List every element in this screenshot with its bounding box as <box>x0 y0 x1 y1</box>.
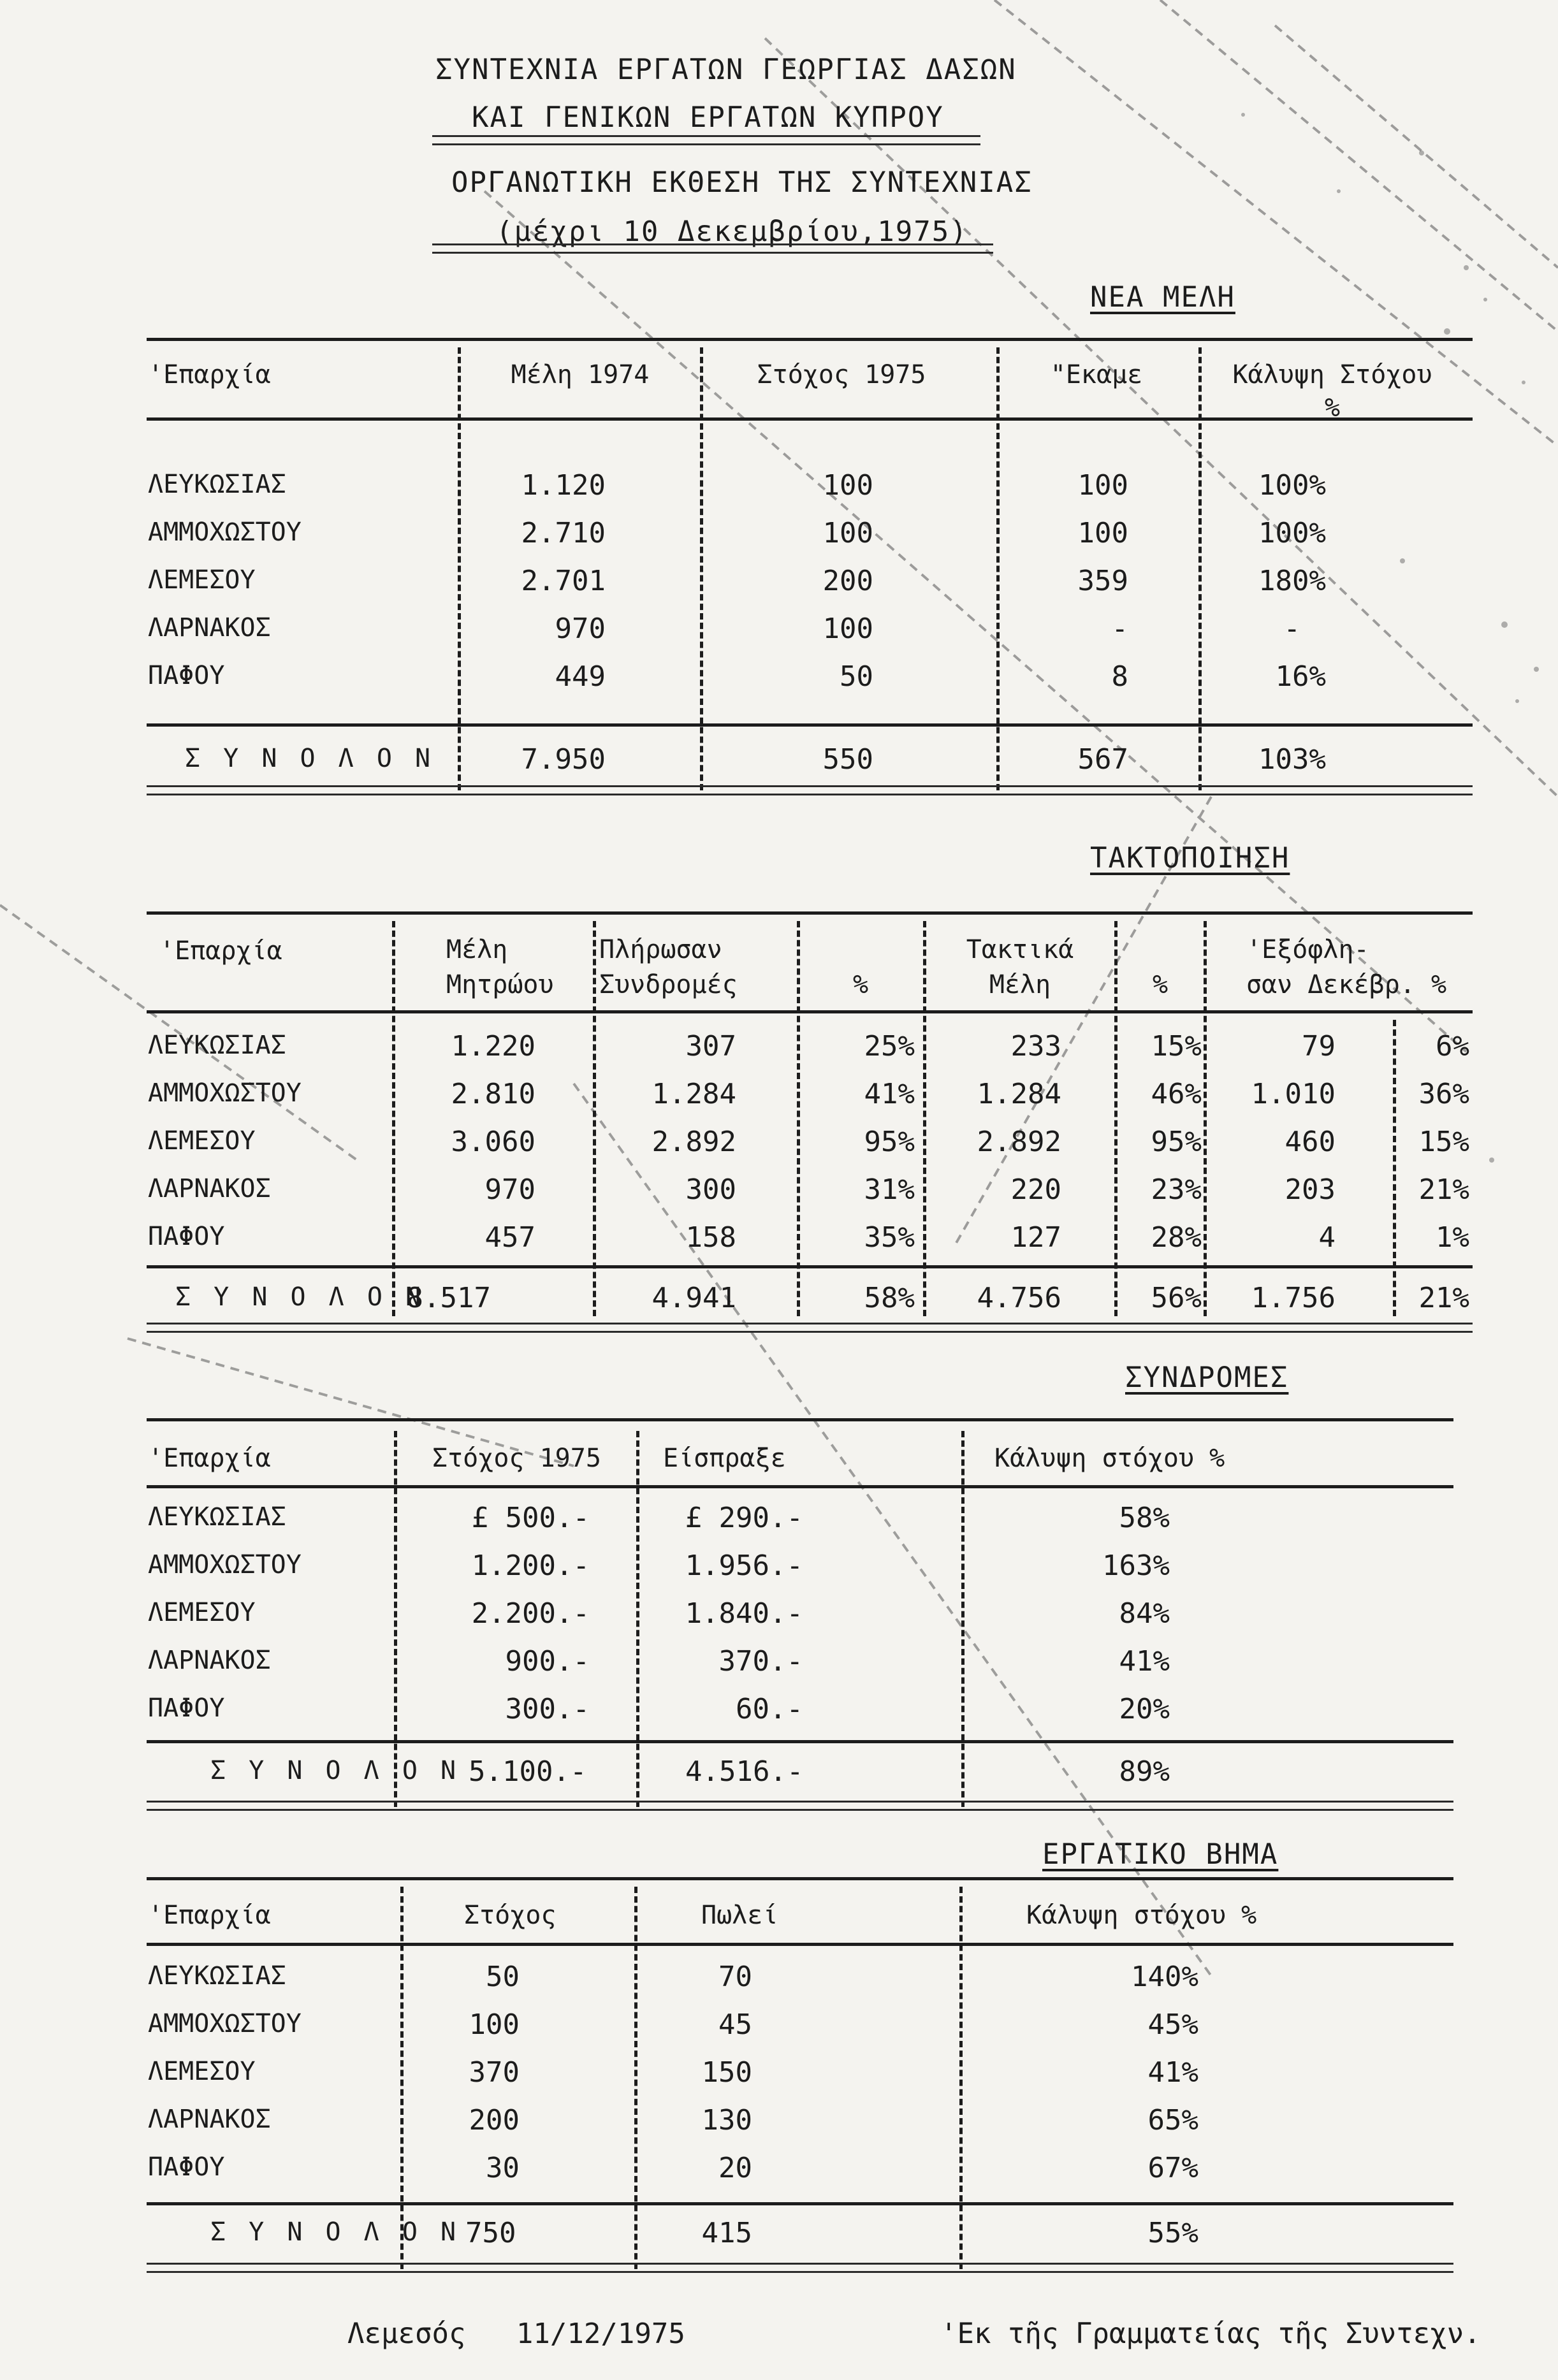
total-members-1974: 7.950 <box>521 743 606 776</box>
cell-coverage: 41% <box>1147 2056 1198 2089</box>
cell-members-1974: 449 <box>555 660 606 693</box>
col-divider <box>923 921 926 1316</box>
table-top-rule <box>147 1877 1453 1880</box>
col-header-district: 'Επαρχία <box>148 360 271 389</box>
cell-sold: 150 <box>701 2056 752 2089</box>
cell-pct: 31% <box>864 1173 915 1206</box>
cell-paid: 2.892 <box>652 1126 736 1158</box>
cell-coverage: 100% <box>1258 517 1326 549</box>
cell-paid: 307 <box>685 1030 736 1063</box>
col-header-regular-members-2: Μέλη <box>989 970 1051 999</box>
report-title: ΟΡΓΑΝΩΤΙΚΗ ΕΚΘΕΣΗ ΤΗΣ ΣΥΝΤΕΧΝΙΑΣ <box>451 166 1033 199</box>
table-top-rule <box>147 911 1473 915</box>
place-date: Λεμεσός 11/12/1975 <box>347 2318 685 2350</box>
table-header-rule <box>147 1485 1453 1488</box>
cell-coverage: 58% <box>1119 1502 1170 1534</box>
col-divider <box>593 921 596 1316</box>
cell-sold: 130 <box>701 2104 752 2137</box>
col-header-district: 'Επαρχία <box>148 1444 271 1473</box>
cell-achieved: - <box>1111 613 1128 645</box>
cell-regular: 2.892 <box>977 1126 1061 1158</box>
cell-pct: 35% <box>864 1221 915 1254</box>
district-name: ΛΑΡΝΑΚΟΣ <box>148 2105 271 2134</box>
cell-pct: 28% <box>1151 1221 1202 1254</box>
cell-members-1974: 2.710 <box>521 517 606 549</box>
total-sold: 415 <box>701 2217 752 2249</box>
cell-sold: 45 <box>718 2008 752 2041</box>
col-divider <box>1393 1020 1396 1316</box>
district-name: ΠΑΦΟΥ <box>148 661 225 690</box>
cell-registry: 3.060 <box>451 1126 535 1158</box>
district-name: ΛΕΥΚΩΣΙΑΣ <box>148 1502 286 1532</box>
cell-target: 370 <box>469 2056 520 2089</box>
cell-regular: 1.284 <box>977 1078 1061 1110</box>
district-name: ΛΕΜΕΣΟΥ <box>148 565 256 595</box>
cell-collected: 370.- <box>718 1645 803 1678</box>
cell-regular: 220 <box>1010 1173 1061 1206</box>
cell-target: 2.200.- <box>471 1597 590 1630</box>
cell-coverage: 41% <box>1119 1645 1170 1678</box>
district-name: ΛΕΜΕΣΟΥ <box>148 1126 256 1156</box>
cell-pct: 21% <box>1418 1173 1469 1206</box>
col-header-pct: % <box>852 970 869 999</box>
cell-pct: 6% <box>1436 1030 1469 1063</box>
cell-coverage: 163% <box>1102 1549 1170 1582</box>
cell-pct: 1% <box>1436 1221 1469 1254</box>
cell-achieved: 100 <box>1077 517 1128 549</box>
table-end-rule <box>147 785 1473 795</box>
col-header-target: Στόχος <box>464 1901 557 1930</box>
district-name: ΛΕΥΚΩΣΙΑΣ <box>148 1031 286 1060</box>
cell-target: 100 <box>822 613 873 645</box>
col-header-coverage-pct: % <box>1324 393 1341 423</box>
total-registry: 8.517 <box>406 1282 491 1314</box>
col-header-target-1975: Στόχος 1975 <box>757 360 926 389</box>
cell-sold: 70 <box>718 1961 752 1993</box>
cell-pct: 23% <box>1151 1173 1202 1206</box>
cell-target: 200 <box>469 2104 520 2137</box>
col-divider <box>394 1431 397 1807</box>
district-name: ΠΑΦΟΥ <box>148 1694 225 1723</box>
district-name: ΛΕΜΕΣΟΥ <box>148 1598 256 1627</box>
total-coverage: 103% <box>1258 743 1326 776</box>
table-header-rule <box>147 1010 1473 1013</box>
total-label: Σ Υ Ν Ο Λ Ο Ν <box>185 744 435 773</box>
total-label: Σ Υ Ν Ο Λ Ο Ν <box>175 1282 425 1312</box>
cell-target: 50 <box>486 1961 520 1993</box>
district-name: ΠΑΦΟΥ <box>148 2152 225 2182</box>
cell-achieved: 8 <box>1111 660 1128 693</box>
col-divider <box>961 1431 965 1807</box>
cell-sold: 20 <box>718 2152 752 2184</box>
col-header-coverage: Κάλυψη Στόχου <box>1232 360 1432 389</box>
section-title-regularisation: ΤΑΚΤΟΠΟΙΗΣΗ <box>1090 842 1290 874</box>
cell-target: 900.- <box>505 1645 590 1678</box>
cell-target: 100 <box>469 2008 520 2041</box>
col-header-pct: % <box>1152 970 1168 999</box>
col-header-achieved: "Εκαμε <box>1050 360 1143 389</box>
col-header-paid-subs: Πλήρωσαν <box>599 935 722 964</box>
section-title-new-members: ΝΕΑ ΜΕΛΗ <box>1090 281 1235 314</box>
total-settled: 1.756 <box>1251 1282 1336 1314</box>
col-header-regular-members: Τακτικά <box>966 935 1074 964</box>
col-header-registry-members-2: Μητρώου <box>446 970 554 999</box>
col-divider <box>392 921 395 1316</box>
total-coverage: 89% <box>1119 1755 1170 1788</box>
col-header-collected: Είσπραξε <box>663 1444 786 1473</box>
district-name: ΛΕΥΚΩΣΙΑΣ <box>148 470 286 499</box>
cell-target: 100 <box>822 517 873 549</box>
date-divider <box>432 243 993 254</box>
cell-registry: 970 <box>484 1173 535 1206</box>
org-name-line2: ΚΑΙ ΓΕΝΙΚΩΝ ΕΡΓΑΤΩΝ ΚΥΠΡΟΥ <box>472 101 944 134</box>
col-header-registry-members: Μέλη <box>446 935 508 964</box>
cell-target: 100 <box>822 469 873 502</box>
cell-registry: 1.220 <box>451 1030 535 1063</box>
cell-paid: 158 <box>685 1221 736 1254</box>
col-divider <box>1114 921 1118 1316</box>
cell-achieved: 100 <box>1077 469 1128 502</box>
col-header-settled: 'Εξόφλη- <box>1246 935 1369 964</box>
cell-target: 1.200.- <box>471 1549 590 1582</box>
cell-coverage: 65% <box>1147 2104 1198 2137</box>
cell-target: 50 <box>840 660 873 693</box>
cell-paid: 1.284 <box>652 1078 736 1110</box>
district-name: ΛΕΥΚΩΣΙΑΣ <box>148 1961 286 1991</box>
cell-pct: 95% <box>1151 1126 1202 1158</box>
col-header-coverage: Κάλυψη στόχου % <box>1026 1901 1257 1930</box>
table-top-rule <box>147 1418 1453 1421</box>
org-name-line1: ΣΥΝΤΕΧΝΙΑ ΕΡΓΑΤΩΝ ΓΕΩΡΓΙΑΣ ΔΑΣΩΝ <box>435 54 1017 86</box>
cell-pct: 36% <box>1418 1078 1469 1110</box>
total-coverage: 55% <box>1147 2217 1198 2249</box>
district-name: ΛΑΡΝΑΚΟΣ <box>148 1174 271 1203</box>
cell-coverage: 140% <box>1131 1961 1198 1993</box>
table-end-rule <box>147 1801 1453 1811</box>
header-divider <box>432 135 980 145</box>
col-header-sold: Πωλεί <box>701 1901 778 1930</box>
table-top-rule <box>147 338 1473 341</box>
table-total-rule <box>147 1740 1453 1743</box>
cell-target: 30 <box>486 2152 520 2184</box>
col-header-settled-2: σαν Δεκέβρ. <box>1246 970 1415 999</box>
col-header-target-1975: Στόχος 1975 <box>432 1444 601 1473</box>
cell-settled: 4 <box>1318 1221 1336 1254</box>
cell-pct: 25% <box>864 1030 915 1063</box>
total-pct: 56% <box>1151 1282 1202 1314</box>
col-divider <box>636 1431 639 1807</box>
cell-coverage: 100% <box>1258 469 1326 502</box>
cell-paid: 300 <box>685 1173 736 1206</box>
cell-collected: £ 290.- <box>685 1502 803 1534</box>
col-header-pct: % <box>1431 970 1447 999</box>
cell-coverage: 20% <box>1119 1693 1170 1725</box>
total-label: Σ Υ Ν Ο Λ Ο Ν <box>210 1756 460 1785</box>
total-pct: 58% <box>864 1282 915 1314</box>
table-end-rule <box>147 2263 1453 2273</box>
cell-coverage: 180% <box>1258 565 1326 597</box>
cell-pct: 15% <box>1418 1126 1469 1158</box>
col-header-coverage: Κάλυψη στόχου % <box>994 1444 1225 1473</box>
cell-achieved: 359 <box>1077 565 1128 597</box>
cell-settled: 203 <box>1285 1173 1336 1206</box>
cell-regular: 127 <box>1010 1221 1061 1254</box>
cell-target: 200 <box>822 565 873 597</box>
col-header-members-1974: Μέλη 1974 <box>511 360 650 389</box>
cell-collected: 60.- <box>736 1693 803 1725</box>
table-end-rule <box>147 1323 1473 1333</box>
cell-coverage: - <box>1283 613 1300 645</box>
cell-collected: 1.840.- <box>685 1597 803 1630</box>
total-target: 550 <box>822 743 873 776</box>
cell-target: 300.- <box>505 1693 590 1725</box>
cell-target: £ 500.- <box>471 1502 590 1534</box>
total-pct: 21% <box>1418 1282 1469 1314</box>
cell-coverage: 45% <box>1147 2008 1198 2041</box>
total-label: Σ Υ Ν Ο Λ Ο Ν <box>210 2217 460 2247</box>
district-name: ΠΑΦΟΥ <box>148 1222 225 1251</box>
col-header-district: 'Επαρχία <box>159 936 282 966</box>
cell-members-1974: 1.120 <box>521 469 606 502</box>
cell-regular: 233 <box>1010 1030 1061 1063</box>
table-total-rule <box>147 723 1473 727</box>
section-title-ergatiko-vima: ΕΡΓΑΤΙΚΟ ΒΗΜΑ <box>1042 1838 1279 1871</box>
col-divider <box>797 921 800 1316</box>
signature-line: 'Εκ τῆς Γραμματείας τῆς Συντεχν. <box>940 2318 1481 2350</box>
total-paid: 4.941 <box>652 1282 736 1314</box>
table-header-rule <box>147 417 1473 421</box>
cell-members-1974: 970 <box>555 613 606 645</box>
cell-collected: 1.956.- <box>685 1549 803 1582</box>
total-achieved: 567 <box>1077 743 1128 776</box>
district-name: ΑΜΜΟΧΩΣΤΟΥ <box>148 1078 302 1108</box>
section-title-subscriptions: ΣΥΝΔΡΟΜΕΣ <box>1125 1361 1289 1394</box>
cell-registry: 2.810 <box>451 1078 535 1110</box>
cell-pct: 95% <box>864 1126 915 1158</box>
district-name: ΛΕΜΕΣΟΥ <box>148 2057 256 2086</box>
district-name: ΛΑΡΝΑΚΟΣ <box>148 613 271 642</box>
table-total-rule <box>147 1265 1473 1268</box>
cell-coverage: 16% <box>1275 660 1326 693</box>
cell-registry: 457 <box>484 1221 535 1254</box>
total-regular: 4.756 <box>977 1282 1061 1314</box>
col-divider <box>400 1887 404 2269</box>
total-target: 750 <box>465 2217 516 2249</box>
cell-settled: 1.010 <box>1251 1078 1336 1110</box>
cell-members-1974: 2.701 <box>521 565 606 597</box>
table-total-rule <box>147 2202 1453 2205</box>
cell-pct: 46% <box>1151 1078 1202 1110</box>
cell-pct: 15% <box>1151 1030 1202 1063</box>
col-header-paid-subs-2: Συνδρομές <box>599 970 738 999</box>
total-target: 5.100.- <box>469 1755 587 1788</box>
col-divider <box>1204 921 1207 1316</box>
table-header-rule <box>147 1943 1453 1946</box>
cell-settled: 79 <box>1302 1030 1336 1063</box>
district-name: ΑΜΜΟΧΩΣΤΟΥ <box>148 1550 302 1579</box>
cell-pct: 41% <box>864 1078 915 1110</box>
district-name: ΑΜΜΟΧΩΣΤΟΥ <box>148 518 302 547</box>
total-collected: 4.516.- <box>685 1755 804 1788</box>
cell-coverage: 67% <box>1147 2152 1198 2184</box>
cell-coverage: 84% <box>1119 1597 1170 1630</box>
cell-settled: 460 <box>1285 1126 1336 1158</box>
report-date-range: (μέχρι 10 Δεκεμβρίου,1975) <box>496 215 968 248</box>
district-name: ΑΜΜΟΧΩΣΤΟΥ <box>148 2009 302 2038</box>
district-name: ΛΑΡΝΑΚΟΣ <box>148 1646 271 1675</box>
col-header-district: 'Επαρχία <box>148 1901 271 1930</box>
